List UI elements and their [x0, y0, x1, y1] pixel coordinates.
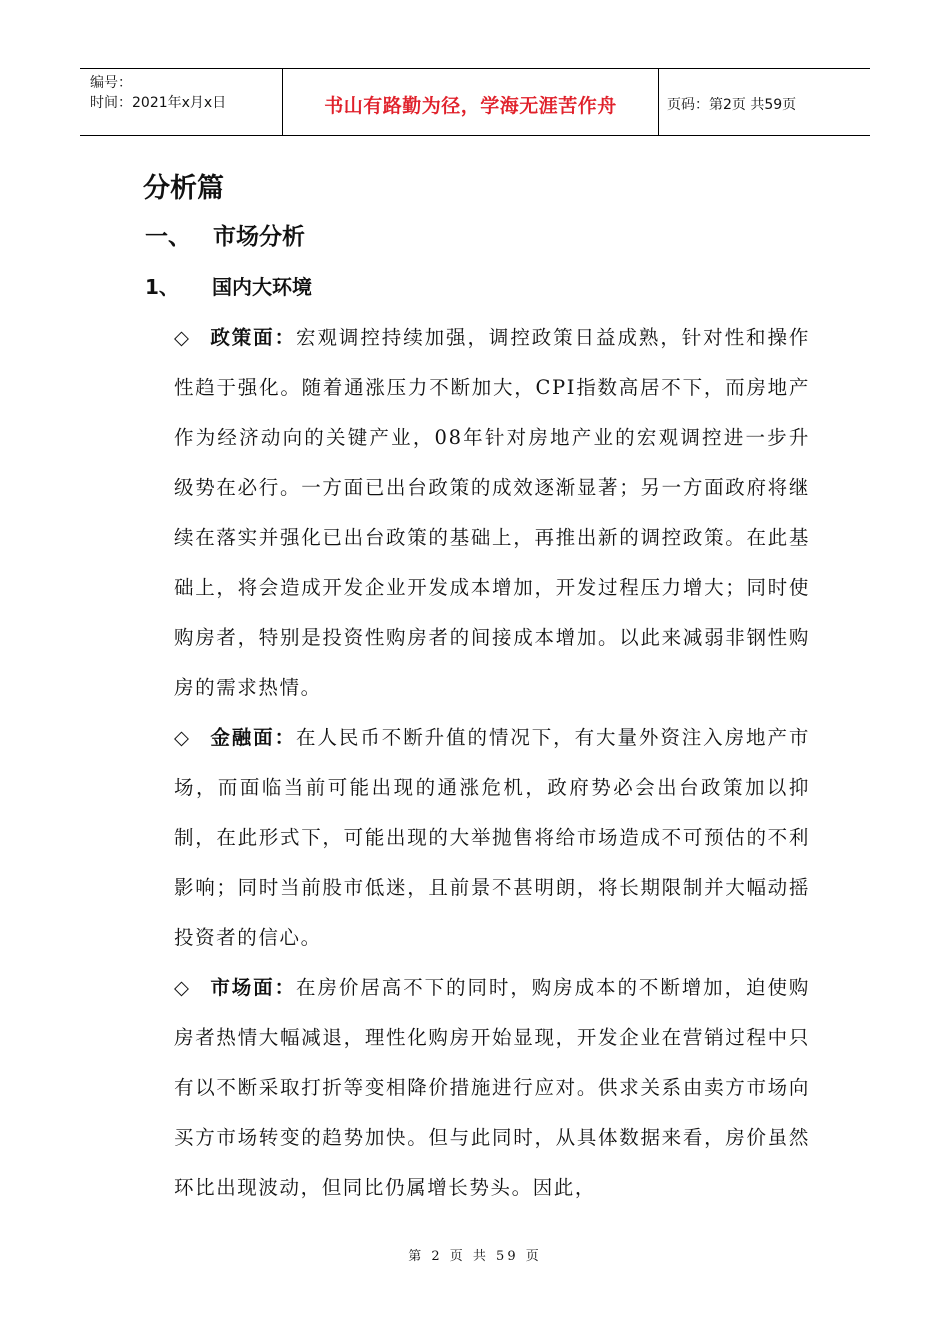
- chapter-title: 市场分析: [213, 224, 305, 250]
- paragraph-policy: [174, 313, 810, 713]
- paragraph-finance: [174, 713, 810, 963]
- diamond-bullet-icon: ◇: [174, 976, 191, 999]
- document-header: [80, 68, 870, 136]
- number-label: 编号：: [90, 75, 132, 91]
- paragraph-label: 政策面：: [210, 326, 297, 349]
- time-label: 时间：2021年x月x日: [90, 95, 227, 111]
- subsection-number: 1、: [145, 275, 179, 299]
- header-page-info: 页码：第2页 共59页: [667, 97, 797, 113]
- subsection-title: 国内大环境: [212, 275, 312, 299]
- section-title: 分析篇: [143, 173, 224, 204]
- header-motto-cell: [283, 69, 659, 135]
- paragraph-text: 在房价居高不下的同时，购房成本的不断增加，迫使购房者热情大幅减退，理性化购房开始显现，开发企业在营销过程中只有以不断采取打折等变相降价措施进行应对。供求关系由卖方市场向买方市场转变的趋势加快。但与此同时，从具体数据来看，房价虽然环比出现波动，但同比仍属增长势头。因此，: [174, 976, 810, 1199]
- paragraph-label: 市场面：: [210, 976, 297, 999]
- page-footer: 第 2 页 共 59 页: [408, 1249, 542, 1264]
- diamond-bullet-icon: ◇: [174, 326, 191, 349]
- paragraph-text: 宏观调控持续加强，调控政策日益成熟，针对性和操作性趋于强化。随着通涨压力不断加大，CPI指数高居不下，而房地产作为经济动向的关键产业，08年针对房地产业的宏观调控进一步升级势在必行。一方面已出台政策的成效逐渐显著；另一方面政府将继续在落实并强化已出台政策的基础上，再推出新的调控政策。在此基础上，将会造成开发企业开发成本增加，开发过程压力增大；同时使购房者，特别是投资性购房者的间接成本增加。以此来减弱非钢性购房的需求热情。: [174, 326, 811, 699]
- paragraph-market: [174, 963, 810, 1213]
- chapter-heading: [145, 218, 305, 251]
- chapter-number: 一、: [145, 224, 191, 250]
- paragraph-text: 在人民币不断升值的情况下，有大量外资注入房地产市场，而面临当前可能出现的通涨危机，政府势必会出台政策加以抑制，在此形式下，可能出现的大举抛售将给市场造成不可预估的不利影响；同时当前股市低迷，且前景不甚明朗，将长期限制并大幅动摇投资者的信心。: [174, 726, 810, 949]
- header-meta: [80, 69, 283, 135]
- diamond-bullet-icon: ◇: [174, 726, 191, 749]
- paragraph-label: 金融面：: [210, 726, 297, 749]
- subsection-heading: [145, 271, 312, 300]
- body-content: [174, 313, 810, 1213]
- header-motto: 书山有路勤为径，学海无涯苦作舟: [324, 94, 617, 117]
